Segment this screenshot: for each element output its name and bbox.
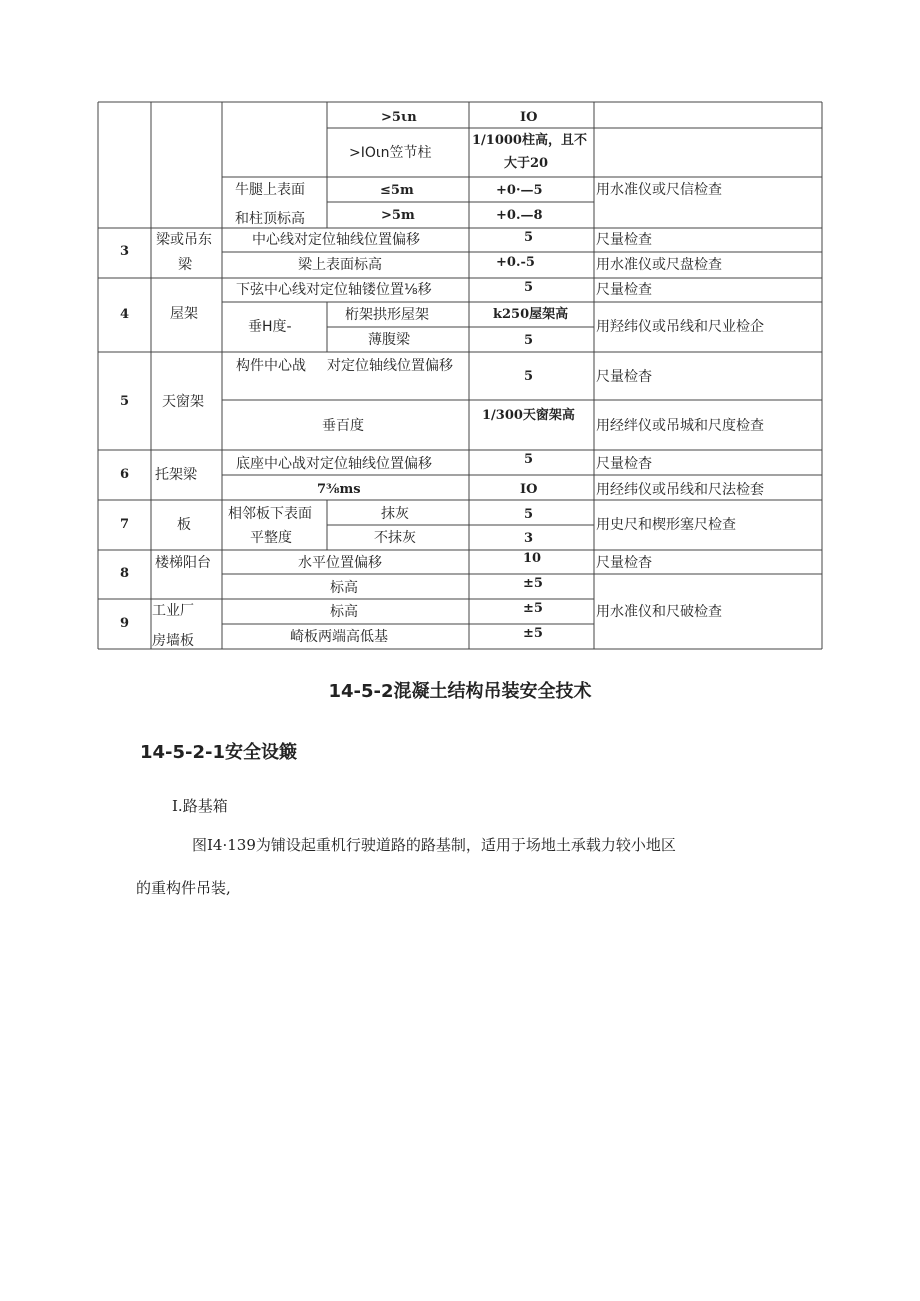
cell-method: 尺量检查 [596, 282, 652, 298]
row-number: 5 [120, 394, 130, 409]
cell-cond: >IOιn笠节柱 [349, 145, 432, 161]
row-number: 9 [120, 616, 130, 631]
cell-item: 梁上表面标高 [298, 257, 382, 273]
cell-value: k250屋架高 [493, 307, 569, 322]
cell-value: +0·—5 [496, 183, 543, 198]
cell-cond: 抹灰 [381, 506, 409, 522]
cell-item: 和柱顶标高 [235, 211, 305, 227]
cell-value: 3 [524, 531, 534, 546]
cell-name: 工业厂 [152, 603, 194, 619]
row-number: 6 [120, 467, 130, 482]
cell-item: 对定位轴线位置偏移 [327, 358, 453, 374]
cell-item: 标高 [330, 604, 358, 620]
cell-name: 梁或吊东 [156, 232, 212, 248]
cell-method: 用史尺和楔形塞尺检查 [596, 517, 736, 533]
cell-value: ±5 [523, 626, 543, 641]
cell-cond: 薄腹梁 [368, 332, 410, 348]
cell-item: 崎板两端高低基 [290, 629, 388, 645]
cell-value: 5 [524, 369, 534, 384]
cell-method: 用水准仪或尺信检查 [596, 182, 722, 198]
body-paragraph-line: 的重构件吊装, [136, 879, 231, 897]
cell-item: 标高 [330, 580, 358, 596]
cell-name: 房墙板 [152, 633, 194, 649]
cell-method: 尺量检杳 [596, 369, 652, 385]
row-number: 7 [120, 517, 130, 532]
cell-value: 5 [524, 333, 534, 348]
cell-cond: ≤5m [380, 183, 414, 198]
cell-method: 尺量检查 [596, 232, 652, 248]
list-label: I.路基箱 [172, 797, 228, 815]
cell-method: 用经纬仪或吊线和尺法检套 [596, 482, 764, 498]
cell-cond: 桁架拱形屋架 [345, 307, 429, 323]
cell-name: 板 [177, 517, 191, 533]
cell-method: 用水准仪或尺盘检查 [596, 257, 722, 273]
cell-cond: >5m [381, 208, 415, 223]
cell-value: IO [520, 482, 538, 497]
cell-item: 构件中心战 [236, 358, 306, 374]
cell-item: 7⅜ms [317, 482, 361, 497]
cell-name: 楼梯阳台 [155, 555, 211, 571]
cell-item: 中心线对定位轴线位置偏移 [252, 232, 420, 248]
cell-item: 水平位置偏移 [298, 555, 382, 571]
cell-method: 用水准仪和尺破检查 [596, 604, 722, 620]
cell-cond: 不抹灰 [374, 530, 416, 546]
row-number: 3 [120, 244, 130, 259]
cell-name: 梁 [178, 257, 192, 273]
cell-value: 大于20 [504, 156, 549, 171]
cell-value: 5 [524, 230, 534, 245]
cell-item: 底座中心战对定位轴线位置偏移 [236, 456, 432, 472]
cell-item: 牛腿上表面 [235, 182, 305, 198]
cell-value: 1/1000柱高，且不 [472, 133, 587, 148]
cell-value: 5 [524, 280, 534, 295]
cell-method: 尺量检杳 [596, 555, 652, 571]
cell-item: 相邻板下表面 [228, 506, 312, 522]
cell-value: 10 [523, 551, 542, 566]
cell-method: 用羟纬仪或吊线和尺业检企 [596, 319, 764, 335]
cell-item: 平整度 [250, 530, 292, 546]
cell-name: 托架梁 [155, 467, 197, 483]
cell-value: 1/300天窗架高 [482, 408, 575, 423]
cell-item: 垂百度 [322, 418, 364, 434]
cell-value: IO [520, 110, 538, 125]
cell-cond: >5ιn [381, 110, 417, 125]
cell-value: +0.-5 [496, 255, 535, 270]
cell-value: ±5 [523, 576, 543, 591]
section-heading: 14-5-2混凝土结构吊装安全技术 [328, 681, 592, 702]
cell-value: 5 [524, 452, 534, 467]
body-paragraph-line: 图I4·139为铺设起重机行驶道路的路基制，适用于场地土承载力较小地区 [192, 836, 676, 854]
cell-method: 用经绊仪或吊城和尺度检查 [596, 418, 764, 434]
row-number: 4 [120, 307, 130, 322]
row-number: 8 [120, 566, 130, 581]
cell-item: 下弦中心线对定位轴镂位置⅛移 [236, 282, 432, 298]
cell-item: 垂H度- [248, 319, 292, 335]
cell-value: 5 [524, 507, 534, 522]
cell-name: 屋架 [170, 306, 198, 322]
cell-method: 尺量检杳 [596, 456, 652, 472]
cell-name: 天窗架 [162, 394, 204, 410]
cell-value: ±5 [523, 601, 543, 616]
subsection-heading: 14-5-2-1安全设簸 [140, 742, 298, 763]
cell-value: +0.—8 [496, 208, 543, 223]
